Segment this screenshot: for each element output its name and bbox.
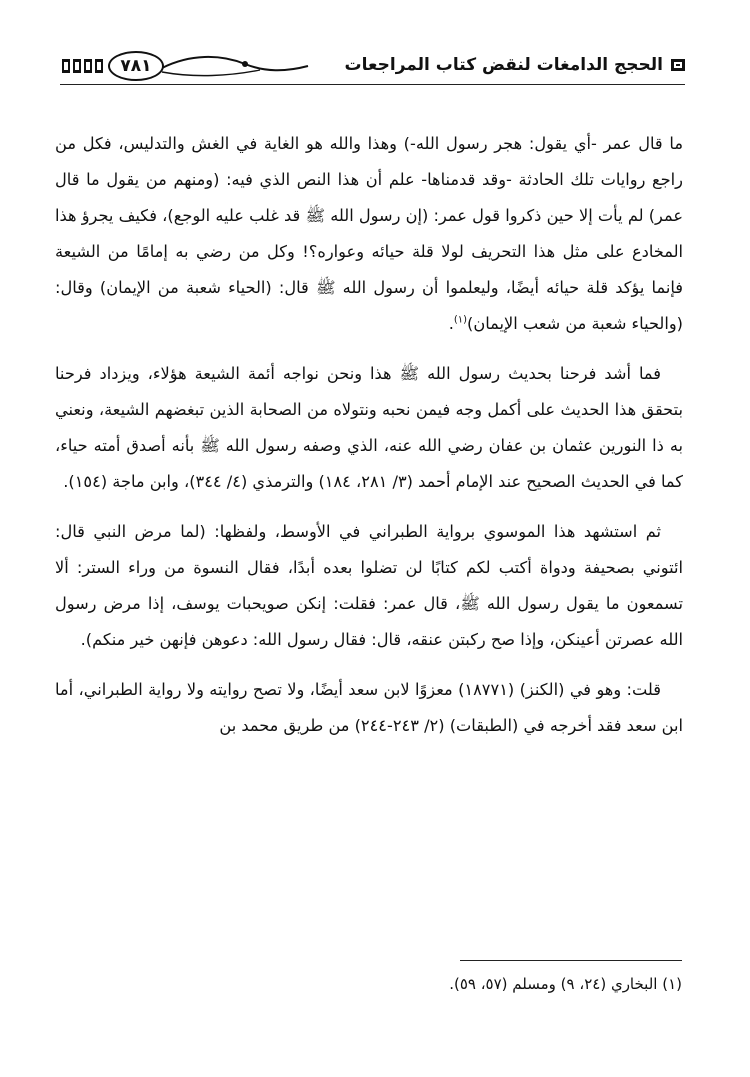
paragraph: فما أشد فرحنا بحديث رسول الله ﷺ هذا ونحن نواجه أئمة الشيعة هؤلاء، ويزداد فرحنا بتحقق هذا الحديث على أكمل وجه فيمن نحبه ونتولاه من الصحابة الذين تبغضهم الشيعة، ونعني به ذا النورين عثمان بن عفان رضي الله عنه، الذي وصفه رسول الله ﷺ بأنه أصدق أمته حياء، كما في الحديث الصحيح عند الإمام أحمد (٣/ ٢٨١، ١٨٤) والترمذي (٤/ ٣٤٤)، وابن ماجة (١٥٤). — [55, 364, 683, 491]
book-title: الحجج الدامغات لنقض كتاب المراجعات — [344, 55, 663, 75]
footnote: (١) البخاري (٢٤، ٩) ومسلم (٥٧، ٥٩). — [449, 975, 682, 993]
paragraph: قلت: وهو في (الكنز) (١٨٧٧١) معزوًا لابن سعد أيضًا، ولا تصح روايته ولا رواية الطبراني، أما ابن سعد فقد أخرجه في (الطبقات) (٢/ ٢٤٣-٢٤٤) من طريق محمد بن — [55, 680, 683, 735]
footnote-rule — [460, 960, 682, 961]
ornament-mark-icon — [671, 59, 685, 71]
page-number: ٧٨١ — [108, 51, 164, 81]
footnote-marker: (١) — [453, 314, 468, 326]
paragraph: ثم استشهد هذا الموسوي برواية الطبراني في الأوسط، ولفظها: (لما مرض النبي قال: ائتوني بصحيفة ودواة أكتب لكم كتابًا لن تضلوا بعده أبدًا، فقال النسوة من وراء الستر: ألا تسمعون ما يقول رسول الله ﷺ، قال عمر: فقلت: إنكن صويحبات يوسف، إذا مرض رسول الله عصرتن أعينكن، وإذا صح ركبتن عنقه، قال: فقال رسول الله: دعوهن فإنهن خير منكم). — [55, 522, 683, 649]
header-rule — [60, 84, 685, 85]
paragraph: ما قال عمر -أي يقول: هجر رسول الله-) وهذا والله هو الغاية في الغش والتدليس، فكل من راجع روايات تلك الحادثة -وقد قدمناها- علم أن هذا النص الذي فيه: (ومنهم من يقول ما قال عمر) لم يأت إلا حين ذكروا قول عمر: (إن رسول الله ﷺ قد غلب عليه الوجع)، فكيف يجرؤ هذا المخادع على مثل هذا التحريف لولا قلة حيائه وعواره؟! وكل من رضي به إمامًا من الشيعة فإنما يؤكد قلة حيائه أيضًا، وليعلموا أن رسول الله ﷺ قال: (الحياء شعبة من الإيمان) وقال: (والحياء شعبة من شعب الإيمان)$^{(١)}$. — [55, 134, 683, 333]
header-ornament-icon — [60, 50, 310, 82]
running-header — [60, 48, 685, 92]
main-text — [55, 126, 683, 744]
